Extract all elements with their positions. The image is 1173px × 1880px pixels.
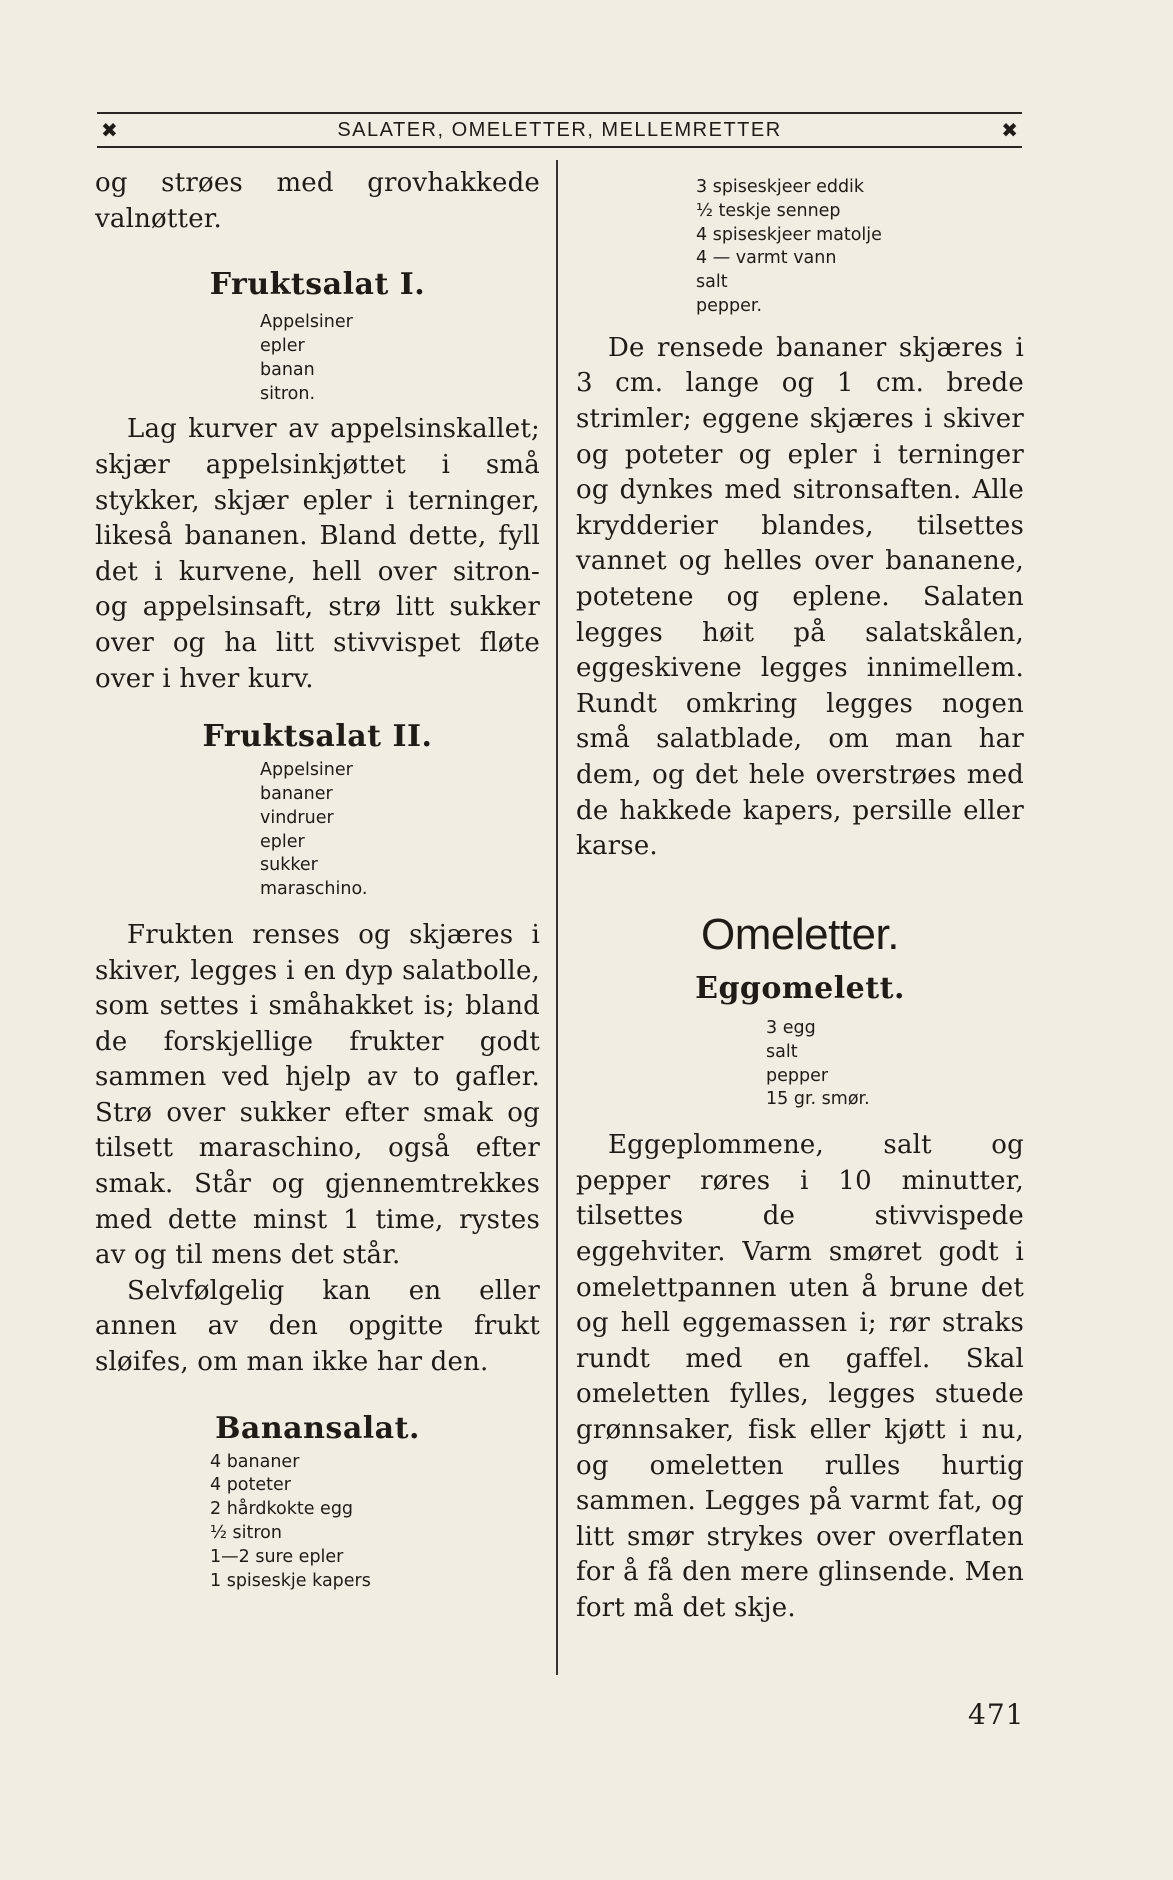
running-header (97, 112, 1022, 148)
banansalat-title: Banansalat. (215, 1410, 420, 1446)
eggomelett-ingredients (766, 1017, 1024, 1112)
fruktsalat-2-instructions: Frukten renses og skjæres i skiver, legges i en dyp salatbolle, som settes i småhakket is; bland de forskjellige frukter godt sammen ved hjelp av to gafler. Strø over sukker efter smak og tilsett maraschino, også efter smak. Står og gjennemtrekkes med dette minst 1 time, rystes av og til mens det står. (95, 919, 540, 1271)
ingredient: 2 hårdkokte egg (210, 1499, 354, 1520)
header-ornament-right: ✖ (1001, 118, 1018, 142)
ingredient: sukker (260, 855, 318, 876)
ingredient: 1 spiseskje kapers (210, 1570, 371, 1591)
ingredient: epler (260, 335, 305, 356)
running-header-title: SALATER, OMELETTER, MELLEMRETTER (337, 118, 782, 141)
right-column (576, 176, 1024, 1627)
fruktsalat-1-instructions: Lag kurver av appelsinskallet; skjær appelsinkjøttet i små stykker, skjær epler i terninger, likeså bananen. Bland dette, fyll det i kurvene, hell over sitron- og appelsinsaft, strø litt sukker over og ha litt stivvispet fløte over i hver kurv. (95, 414, 540, 694)
ingredient: ½ teskje sennep (696, 200, 841, 221)
ingredient: vindruer (260, 807, 334, 828)
intro-paragraph: og strøes med grovhakkede valnøtter. (95, 168, 540, 234)
page-number: 471 (968, 1698, 1025, 1731)
ingredient: Appelsiner (260, 760, 353, 781)
ingredient: maraschino. (260, 879, 368, 900)
ingredient: 4 poteter (210, 1475, 291, 1496)
banansalat-ingredients-part2 (696, 176, 1024, 319)
ingredient: banan (260, 359, 315, 380)
eggomelett-title: Eggomelett. (695, 971, 905, 1007)
omeletter-heading: Omeletter. (701, 909, 899, 959)
fruktsalat-2-note: Selvfølgelig kan en eller annen av den opgitte frukt sløifes, om man ikke har den. (95, 1275, 540, 1378)
ingredient: ½ sitron (210, 1523, 282, 1544)
ingredient: 1—2 sure epler (210, 1546, 344, 1567)
ingredient: 4 bananer (210, 1451, 300, 1472)
ingredient: 4 spiseskjeer matolje (696, 224, 882, 245)
ingredient: Appelsiner (260, 312, 353, 333)
fruktsalat-2-title: Fruktsalat II. (202, 719, 433, 755)
ingredient: pepper (766, 1065, 829, 1086)
ingredient: salt (696, 272, 728, 293)
fruktsalat-1-title: Fruktsalat I. (209, 267, 426, 303)
column-divider (556, 160, 558, 1675)
fruktsalat-2-ingredients (260, 759, 540, 902)
left-column (95, 166, 540, 1593)
banansalat-instructions: De rensede bananer skjæres i 3 cm. lange og 1 cm. brede strimler; eggene skjæres i skiver og poteter og epler i terninger og dynkes med sitronsaften. Alle krydderier blandes, tilsettes vannet og helles over bananene, potetene og eplene. Salaten legges høit på salatskålen, eggeskivene legges innimellem. Rundt omkring legges nogen små salatblade, om man har dem, og det hele overstrøes med de hakkede kapers, persille eller karse. (576, 332, 1024, 862)
ingredient: salt (766, 1041, 798, 1062)
eggomelett-instructions: Eggeplommene, salt og pepper røres i 10 minutter, tilsettes de stivvispede eggehviter. Varm smøret godt i omelettpannen uten å brune det og hell eggemassen i; rør straks rundt med en gaffel. Skal omeletten fylles, legges stuede grønnsaker, fisk eller kjøtt i nu, og omeletten rulles hurtig sammen. Legges på varmt fat, og litt smør strykes over overflaten for å få den mere glinsende. Men fort må det skje. (576, 1130, 1024, 1623)
ingredient: 3 spiseskjeer eddik (696, 177, 865, 197)
banansalat-ingredients-part1 (210, 1451, 540, 1594)
ingredient: epler (260, 831, 305, 852)
ingredient: 4 — varmt vann (696, 248, 837, 269)
ingredient: bananer (260, 783, 333, 804)
ingredient: pepper. (696, 295, 763, 316)
ingredient: 3 egg (766, 1018, 816, 1039)
ingredient: 15 gr. smør. (766, 1089, 870, 1110)
header-ornament-left: ✖ (101, 118, 118, 142)
fruktsalat-1-ingredients (260, 311, 540, 406)
ingredient: sitron. (260, 383, 316, 404)
